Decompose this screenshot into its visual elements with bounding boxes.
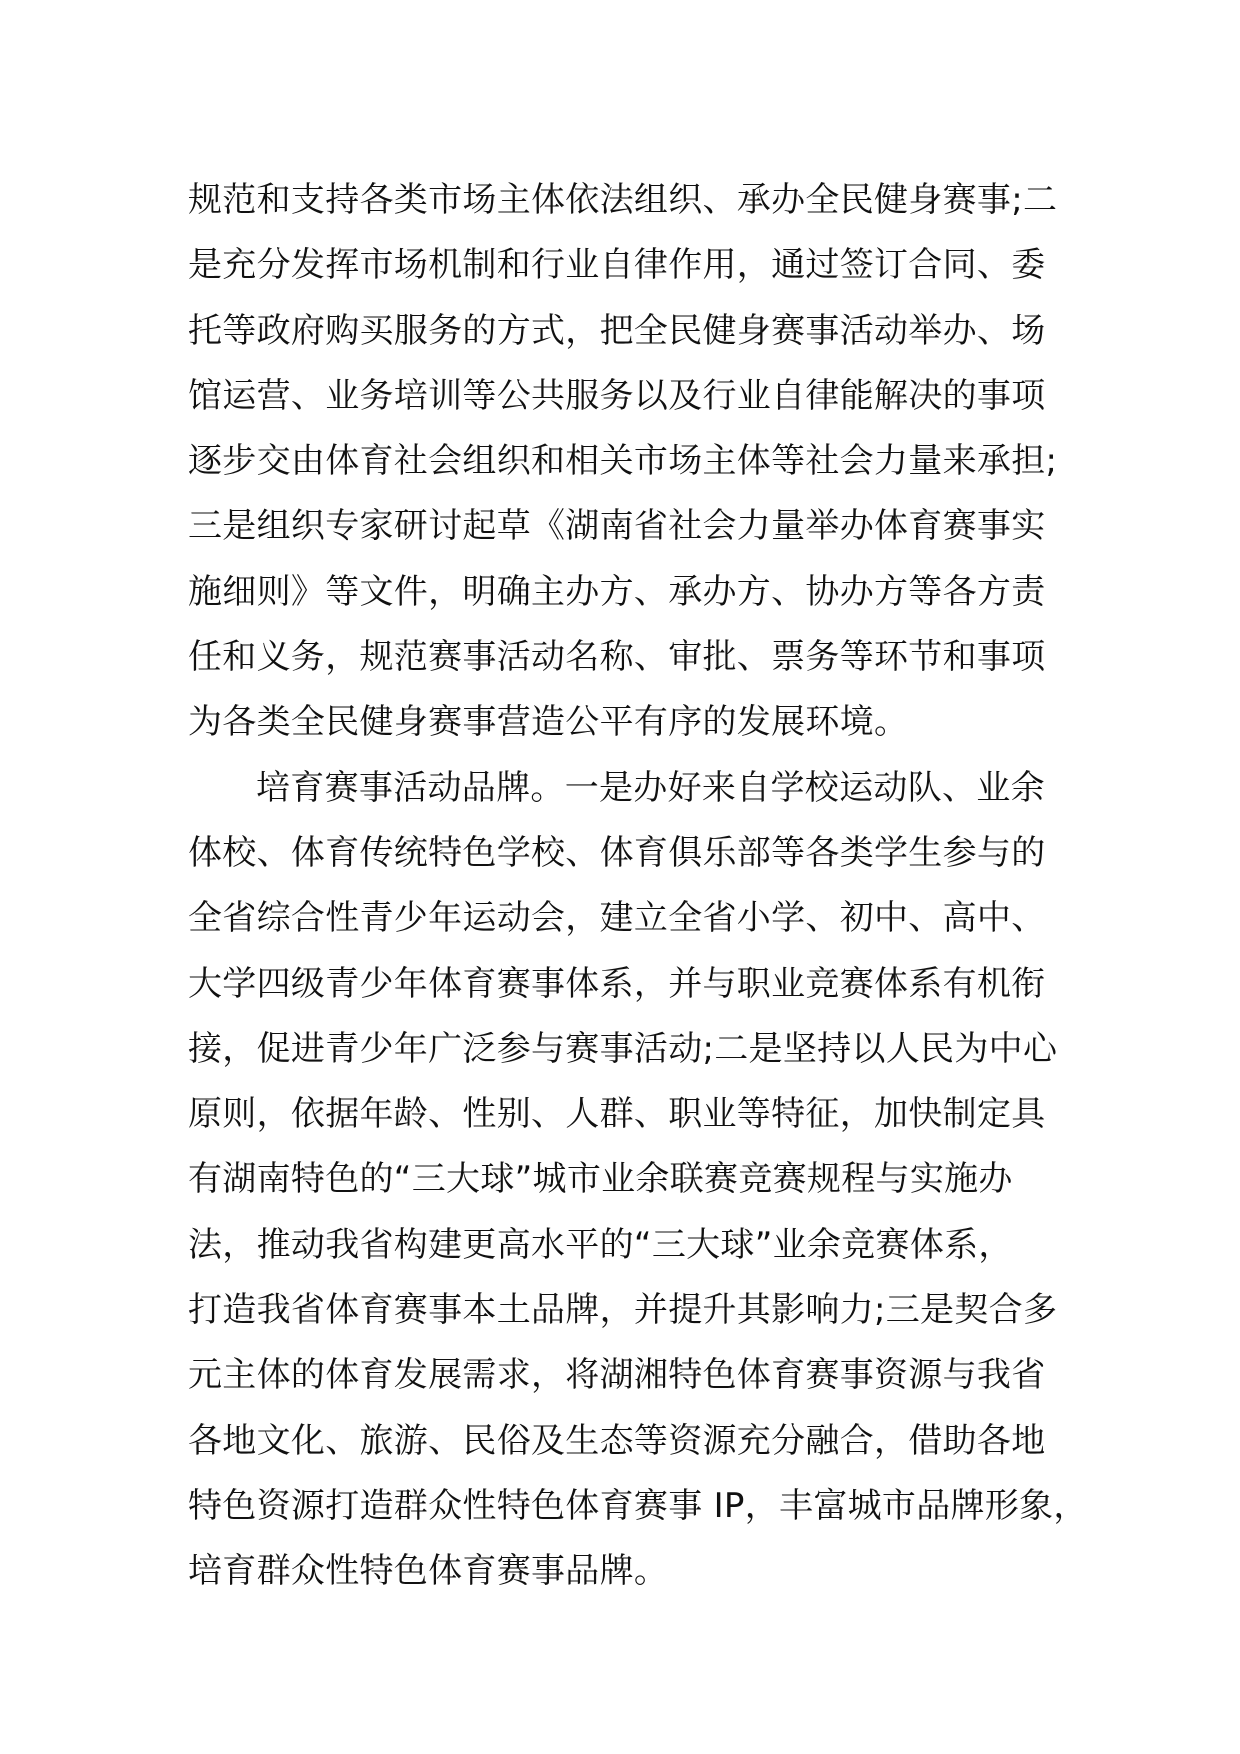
text-line: 全省综合性青少年运动会，建立全省小学、初中、高中、	[188, 898, 1046, 939]
text-line: 为各类全民健身赛事营造公平有序的发展环境。	[188, 702, 909, 743]
text-line: 接，促进青少年广泛参与赛事活动;二是坚持以人民为中心	[188, 1028, 1058, 1069]
text-line: 元主体的体育发展需求，将湖湘特色体育赛事资源与我省	[188, 1355, 1046, 1396]
text-line: 托等政府购买服务的方式，把全民健身赛事活动举办、场	[188, 310, 1046, 351]
text-line: 打造我省体育赛事本土品牌，并提升其影响力;三是契合多	[188, 1290, 1058, 1331]
text-line: 大学四级青少年体育赛事体系，并与职业竞赛体系有机衔	[188, 963, 1046, 1004]
text-line: 逐步交由体育社会组织和相关市场主体等社会力量来承担;	[188, 441, 1058, 482]
text-line: 施细则》等文件，明确主办方、承办方、协办方等各方责	[188, 571, 1046, 612]
text-line: 原则，依据年龄、性别、人群、职业等特征，加快制定具	[188, 1094, 1046, 1135]
text-line: 特色资源打造群众性特色体育赛事 IP，丰富城市品牌形象，	[188, 1485, 1088, 1526]
text-line: 馆运营、业务培训等公共服务以及行业自律能解决的事项	[188, 375, 1046, 416]
text-line: 体校、体育传统特色学校、体育俱乐部等各类学生参与的	[188, 832, 1046, 873]
paragraph-2	[188, 756, 1088, 1605]
text-line: 培育群众性特色体育赛事品牌。	[188, 1551, 669, 1592]
text-line: 规范和支持各类市场主体依法组织、承办全民健身赛事;二	[188, 180, 1058, 220]
text-line: 任和义务，规范赛事活动名称、审批、票务等环节和事项	[188, 637, 1046, 678]
text-line: 法，推动我省构建更高水平的“三大球”业余竞赛体系，	[188, 1224, 1013, 1265]
document-body	[188, 168, 1088, 1605]
text-line: 三是组织专家研讨起草《湖南省社会力量举办体育赛事实	[188, 506, 1046, 547]
text-line: 有湖南特色的“三大球”城市业余联赛竞赛规程与实施办	[188, 1159, 1013, 1200]
paragraph-1	[188, 168, 1078, 756]
text-line: 各地文化、旅游、民俗及生态等资源充分融合，借助各地	[188, 1420, 1046, 1461]
text-line-first: 培育赛事活动品牌。一是办好来自学校运动队、业余	[256, 767, 1045, 808]
text-line: 是充分发挥市场机制和行业自律作用，通过签订合同、委	[188, 245, 1046, 286]
